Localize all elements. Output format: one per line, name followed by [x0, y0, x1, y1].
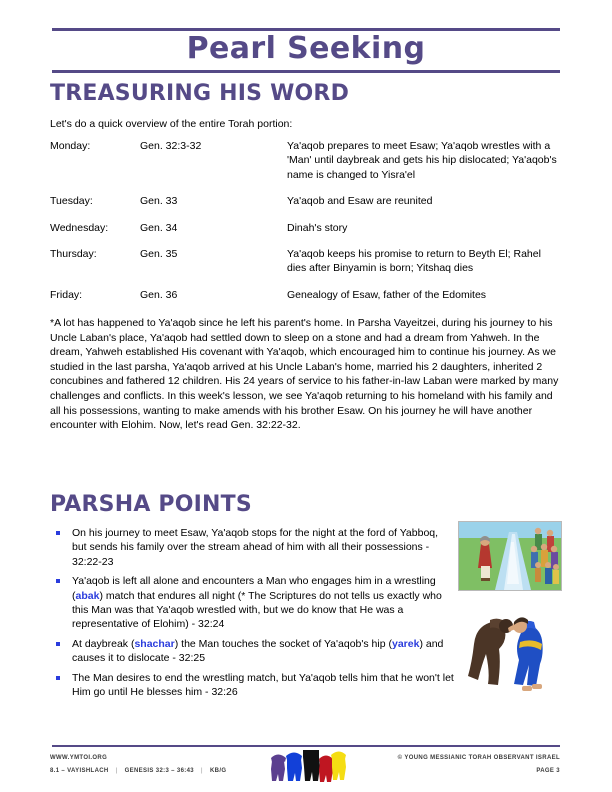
page-title: Pearl Seeking	[186, 31, 426, 66]
text-run: On his journey to meet Esaw, Ya'aqob stops for the night at the ford of Yabboq, but sends his family over the stream ahead of him with all their possessions - 32:22-23	[72, 527, 439, 568]
text-run: ) match that endures all night (* The Scriptures do not tells us exactly who this Man was that Ya'aqob wrestled with, but we do know that He was a representative of Elohim) - 32:24	[72, 589, 442, 631]
schedule-reference: Gen. 35	[140, 248, 178, 261]
footer-rule	[52, 745, 560, 747]
ymtoi-logo-icon	[268, 749, 348, 785]
hebrew-term: shachar	[134, 637, 175, 650]
table-row	[50, 139, 560, 182]
list-item-text	[72, 638, 443, 664]
section-heading-parsha-points: PARSHA POINTS	[50, 492, 252, 517]
schedule-description: Ya'aqob keeps his promise to return to Beyth El; Rahel dies after Binyamin is born; Yitshaq dies	[287, 248, 541, 275]
table-row	[50, 194, 560, 208]
footer-right	[398, 752, 560, 777]
wrestling-illustration	[462, 608, 560, 696]
header-rule-bottom	[52, 70, 560, 73]
crossing-the-ford-illustration	[458, 521, 562, 591]
footer-code: KB/G	[209, 767, 227, 774]
list-item-text	[72, 575, 442, 630]
hebrew-term: yarek	[391, 637, 420, 650]
schedule-day: Monday:	[50, 140, 91, 152]
parsha-points-list	[50, 526, 454, 699]
schedule-day: Wednesday:	[50, 221, 109, 234]
schedule-description: Dinah's story	[287, 221, 348, 234]
overview-intro-line: Let's do a quick overview of the entire Torah portion:	[50, 118, 293, 130]
footer-lesson-line	[50, 765, 226, 778]
bullet-square-icon	[56, 531, 60, 535]
footer-page-number: PAGE 3	[536, 767, 560, 774]
footer-lesson: 8.1 – VAYISHLACH	[50, 767, 109, 774]
torah-portion-schedule	[50, 139, 560, 302]
schedule-day: Friday:	[50, 288, 83, 301]
list-item	[50, 637, 454, 666]
text-run: The Man desires to end the wrestling match, but Ya'aqob tells him that he won't let Him go until He blesses him - 32:26	[72, 671, 454, 699]
schedule-reference: Gen. 32:3-32	[140, 140, 202, 152]
bullet-square-icon	[56, 642, 60, 646]
list-item	[50, 526, 454, 569]
text-run: ) the Man touches the socket of Ya'aqob's hip (	[174, 637, 392, 650]
hebrew-term: abak	[75, 589, 100, 602]
table-row	[50, 247, 560, 276]
wrestling-graphic	[462, 608, 560, 696]
overview-paragraph: *A lot has happened to Ya'aqob since he left his parent's home. In Parsha Vayeitzei, during his journey to his Uncle Laban's place, Ya'aqob had settled down to sleep on a stone and had a dream from Yahweh. In the dream, Yahweh established His covenant with Ya'aqob, which encouraged him to continue his journey. As we studied in the last parsha, Ya'aqob arrived at his Uncle Laban's home, married his 2 daughters, inherited 2 concubines and fathered 12 children. His 24 years of service to his father-in-law Laban were marked by many challenges and conflicts. In this week's lesson, we see Ya'aqob returning to his homeland with his family and all his possessions, wanting to make amends with his brother Esaw. On his journey he will have another encounter with Elohim. Now, let's read Gen. 32:22-32.	[50, 317, 559, 432]
schedule-description: Ya'aqob and Esaw are reunited	[287, 195, 433, 208]
table-row	[50, 288, 560, 302]
crossing-the-ford-graphic	[459, 522, 561, 590]
schedule-day: Thursday:	[50, 248, 97, 261]
bullet-square-icon	[56, 579, 60, 583]
schedule-reference: Gen. 36	[140, 288, 178, 301]
list-item	[50, 671, 454, 700]
schedule-reference: Gen. 33	[140, 195, 178, 208]
list-item-text	[72, 527, 438, 568]
footer-copyright: © YOUNG MESSIANIC TORAH OBSERVANT ISRAEL	[397, 755, 560, 761]
list-item-text	[72, 672, 454, 698]
schedule-day: Tuesday:	[50, 195, 93, 208]
footer-separator: |	[201, 767, 203, 774]
ymtoi-logo	[268, 749, 348, 785]
schedule-description: Ya'aqob prepares to meet Esaw; Ya'aqob wrestles with a 'Man' until daybreak and gets his hip dislocated; Ya'aqob's name is changed to Yisra'el	[287, 140, 557, 181]
text-run: ) and causes it to dislocate - 32:25	[72, 637, 444, 665]
footer-left	[50, 752, 226, 777]
table-row	[50, 221, 560, 235]
text-run: Ya'aqob is left all alone and encounters a Man who engages him in a wrestling (	[72, 575, 436, 602]
footer-separator: |	[115, 767, 118, 774]
footer-website[interactable]: WWW.YMTOI.ORG	[50, 755, 108, 761]
footer-scripture: GENESIS 32:3 – 36:43	[124, 767, 194, 774]
schedule-reference: Gen. 34	[140, 221, 178, 234]
section-heading-treasuring-his-word: TREASURING HIS WORD	[50, 81, 350, 106]
bullet-square-icon	[56, 676, 60, 680]
text-run: At daybreak (	[72, 637, 135, 650]
schedule-description: Genealogy of Esaw, father of the Edomites	[287, 288, 487, 301]
list-item	[50, 574, 454, 632]
